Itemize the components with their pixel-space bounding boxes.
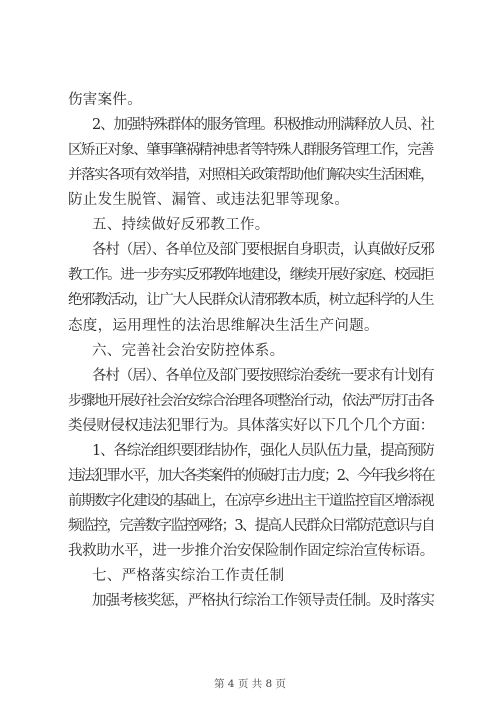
text-line: 各村（居）、各单位及部门要按照综治委统一要求有计划有 <box>92 367 434 384</box>
text-line: 类侵财侵权违法犯罪行为。具体落实好以下几个几个方面： <box>68 417 434 434</box>
text-line: 加强考核奖惩，严格执行综治工作领导责任制。及时落实 <box>92 593 434 609</box>
text-line: 各村（居）、各单位及部门要根据自身职责，认真做好反邪 <box>92 242 434 259</box>
page-footer: 第 4 页 共 8 页 <box>213 678 287 690</box>
section-heading: 七、严格落实综治工作责任制 <box>92 568 285 584</box>
section-heading: 六、完善社会治安防控体系。 <box>92 342 285 359</box>
text-line: 2、加强特殊群体的服务管理。积极推动刑满释放人员、社 <box>92 117 434 133</box>
section-heading: 五、持续做好反邪教工作。 <box>92 217 270 234</box>
text-line: 伤害案件。 <box>68 92 142 108</box>
text-line: 教工作。进一步夯实反邪教阵地建设，继续开展好家庭、校园拒 <box>68 267 434 284</box>
text-line: 1、各综治组织要团结协作，强化人员队伍力量，提高预防 <box>92 442 434 459</box>
text-line: 并落实各项有效举措，对照相关政策帮助他们解决实生活困难， <box>68 167 434 184</box>
text-line: 区矫正对象、肇事肇祸精神患者等特殊人群服务管理工作，完善 <box>68 142 434 159</box>
text-line: 态度，运用理性的法治思维解决生活生产问题。 <box>68 317 379 334</box>
text-line: 违法犯罪水平，加大各类案件的侦破打击力度；2、今年我乡将在 <box>68 467 434 484</box>
text-line: 步骤地开展好社会治安综合治理各项整治行动，依法严厉打击各 <box>68 392 434 409</box>
text-line: 绝邪教活动，让广大人民群众认清邪教本质，树立起科学的人生 <box>68 292 434 309</box>
text-line: 前期数字化建设的基础上，在凉亭乡进出主干道监控盲区增添视 <box>68 492 434 509</box>
text-line: 防止发生脱管、漏管、或违法犯罪等现象。 <box>68 192 350 209</box>
text-line: 我救助水平，进一步推介治安保险制作固定综治宣传标语。 <box>68 542 434 559</box>
text-line: 频监控，完善数字监控网络；3、提高人民群众日常防范意识与自 <box>68 517 434 534</box>
